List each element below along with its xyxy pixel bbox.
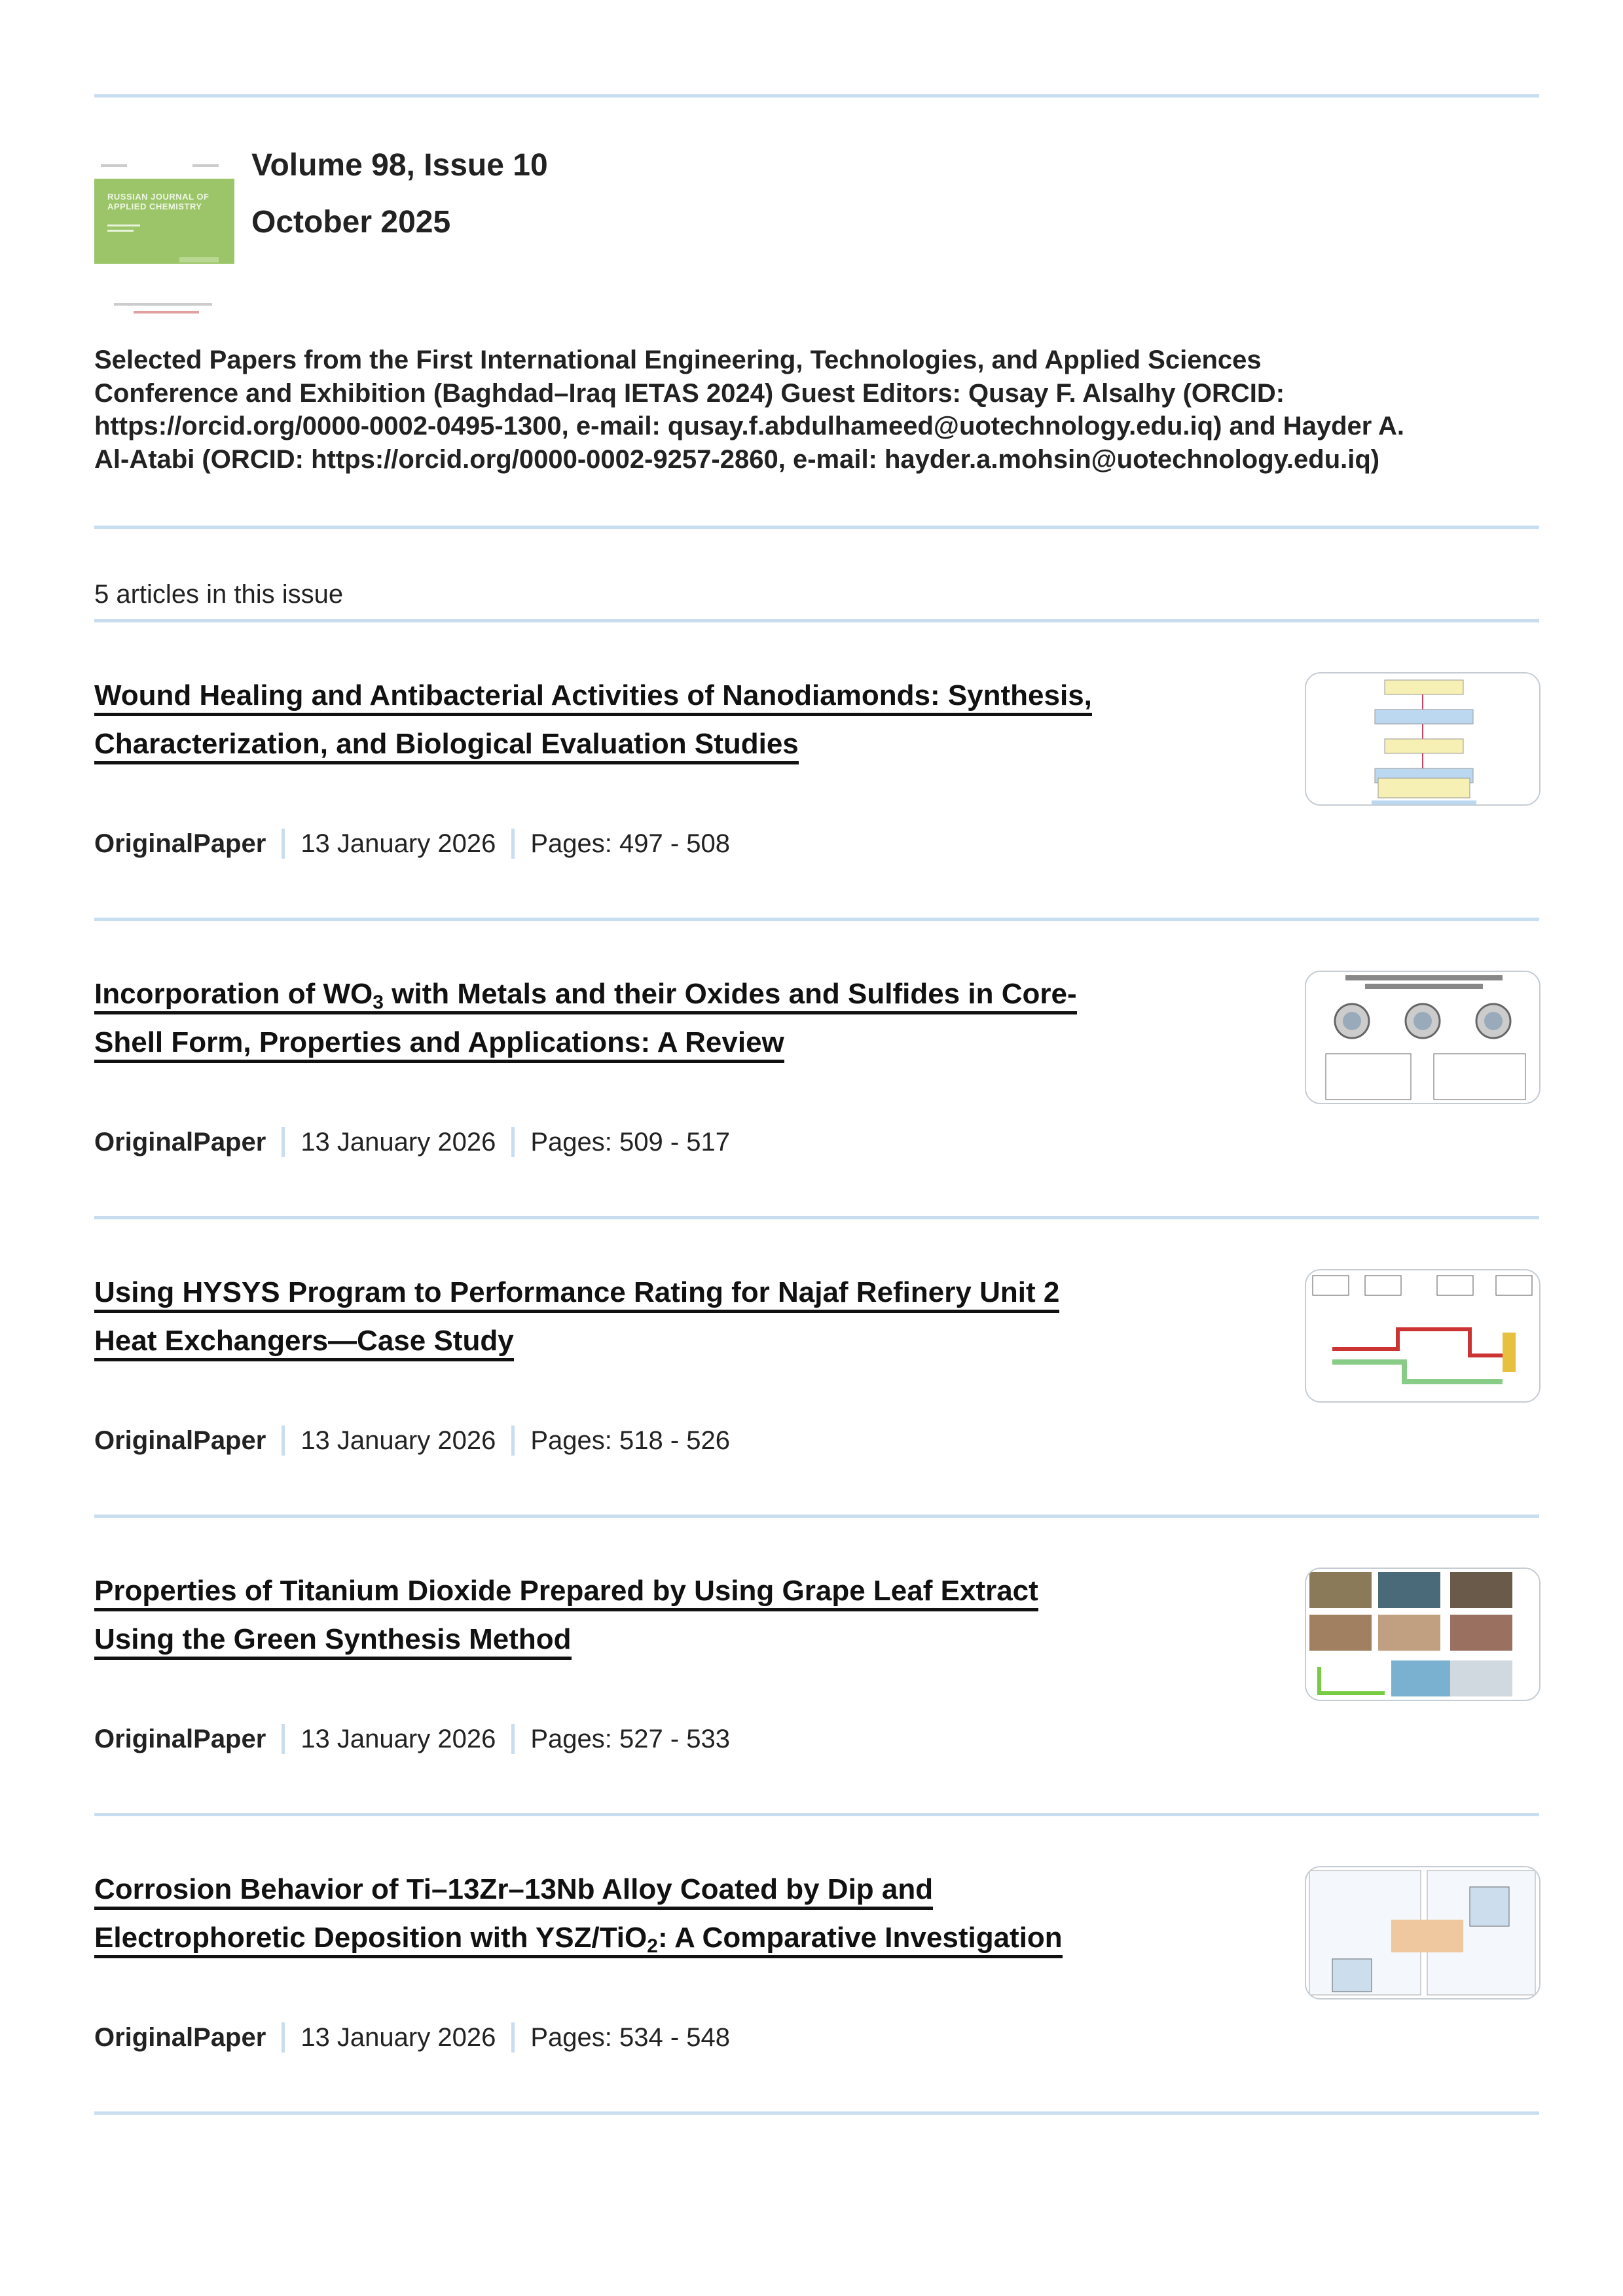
article-title[interactable] — [94, 1268, 1059, 1365]
article-title[interactable] — [94, 1865, 1063, 1962]
article-title[interactable] — [94, 1567, 1038, 1664]
article-title-link[interactable] — [94, 1575, 1038, 1611]
issue-volume: Volume 98, Issue 10 — [251, 148, 548, 183]
article-title[interactable] — [94, 672, 1092, 768]
article-title-link[interactable] — [94, 978, 1077, 1014]
title-text: Properties of Titanium Dioxide Prepared by Using Grape Leaf Extract — [94, 1575, 1038, 1607]
article-type: OriginalPaper — [94, 1127, 266, 1157]
title-text: Shell Form, Properties and Applications: A Review — [94, 1026, 784, 1058]
top-divider — [94, 94, 1539, 98]
article-type: OriginalPaper — [94, 1724, 266, 1753]
article-title-link[interactable] — [94, 1325, 514, 1361]
title-subscript: 2 — [647, 1935, 658, 1957]
article-meta — [94, 829, 730, 859]
meta-separator — [282, 1724, 285, 1754]
article-pages: Pages: 509 - 517 — [530, 1127, 730, 1157]
article-pages: Pages: 497 - 508 — [530, 829, 730, 858]
article-thumbnail[interactable] — [1305, 1568, 1541, 1701]
article-thumbnail[interactable] — [1305, 1866, 1541, 2000]
article-item — [0, 620, 1623, 919]
article-count: 5 articles in this issue — [94, 580, 344, 609]
title-text: Characterization, and Biological Evaluation Studies — [94, 728, 799, 760]
meta-separator — [282, 1426, 285, 1456]
meta-separator — [511, 1724, 515, 1754]
article-title-link[interactable] — [94, 728, 799, 764]
article-meta — [94, 1724, 730, 1754]
article-thumbnail[interactable] — [1305, 1269, 1541, 1403]
article-date: 13 January 2026 — [301, 2022, 496, 2052]
article-title-link[interactable] — [94, 1922, 1063, 1958]
meta-separator — [511, 829, 515, 859]
title-text: Electrophoretic Deposition with YSZ/TiO — [94, 1922, 647, 1954]
article-divider — [94, 2111, 1539, 2115]
meta-separator — [511, 1127, 515, 1157]
article-pages: Pages: 518 - 526 — [530, 1426, 730, 1455]
article-item — [0, 1217, 1623, 1516]
article-item — [0, 1516, 1623, 1814]
title-text: Wound Healing and Antibacterial Activities of Nanodiamonds: Synthesis, — [94, 679, 1092, 711]
article-thumbnail[interactable] — [1305, 672, 1541, 806]
description-line: Conference and Exhibition (Baghdad–Iraq IETAS 2024) Guest Editors: Qusay F. Alsalhy (ORCID: — [94, 378, 1285, 408]
meta-separator — [282, 829, 285, 859]
article-type: OriginalPaper — [94, 2022, 266, 2052]
article-date: 13 January 2026 — [301, 829, 496, 858]
article-meta — [94, 1127, 730, 1157]
section-divider — [94, 526, 1539, 529]
meta-separator — [511, 2022, 515, 2053]
cover-artwork — [94, 159, 234, 323]
article-type: OriginalPaper — [94, 1426, 266, 1455]
article-title[interactable] — [94, 970, 1077, 1067]
journal-cover-image[interactable] — [94, 159, 234, 323]
article-title-link[interactable] — [94, 1873, 933, 1910]
title-text: with Metals and their Oxides and Sulfides in Core- — [383, 978, 1077, 1010]
article-date: 13 January 2026 — [301, 1127, 496, 1157]
article-meta — [94, 1426, 730, 1456]
description-line: https://orcid.org/0000-0002-0495-1300, e-mail: qusay.f.abdulhameed@uotechnology.edu.iq) and Hayder A. — [94, 412, 1404, 440]
article-thumbnail[interactable] — [1305, 971, 1541, 1104]
article-meta — [94, 2022, 730, 2053]
description-line: Selected Papers from the First International Engineering, Technologies, and Applied Sciences — [94, 346, 1262, 374]
issue-description — [94, 344, 1404, 476]
article-date: 13 January 2026 — [301, 1724, 496, 1753]
meta-separator — [511, 1426, 515, 1456]
meta-separator — [282, 1127, 285, 1157]
title-text: Using HYSYS Program to Performance Rating for Najaf Refinery Unit 2 — [94, 1276, 1060, 1308]
issue-date: October 2025 — [251, 205, 451, 240]
article-item — [0, 1814, 1623, 2113]
title-text: Heat Exchangers—Case Study — [94, 1325, 514, 1357]
article-type: OriginalPaper — [94, 829, 266, 858]
article-item — [0, 919, 1623, 1217]
title-text: Using the Green Synthesis Method — [94, 1623, 572, 1655]
article-pages: Pages: 527 - 533 — [530, 1724, 730, 1753]
title-subscript: 3 — [373, 992, 384, 1013]
article-title-link[interactable] — [94, 1623, 572, 1660]
article-title-link[interactable] — [94, 1276, 1059, 1313]
cover-title: RUSSIAN JOURNAL OF APPLIED CHEMISTRY — [107, 192, 210, 211]
title-text: Incorporation of WO — [94, 978, 373, 1010]
article-pages: Pages: 534 - 548 — [530, 2022, 730, 2052]
article-date: 13 January 2026 — [301, 1426, 496, 1455]
title-text: : A Comparative Investigation — [657, 1922, 1063, 1954]
title-text: Corrosion Behavior of Ti–13Zr–13Nb Alloy Coated by Dip and — [94, 1873, 934, 1905]
article-title-link[interactable] — [94, 679, 1092, 716]
meta-separator — [282, 2022, 285, 2053]
article-title-link[interactable] — [94, 1026, 784, 1063]
description-line: Al-Atabi (ORCID: https://orcid.org/0000-0002-9257-2860, e-mail: hayder.a.mohsin@uotechnology.edu.iq) — [94, 444, 1380, 474]
